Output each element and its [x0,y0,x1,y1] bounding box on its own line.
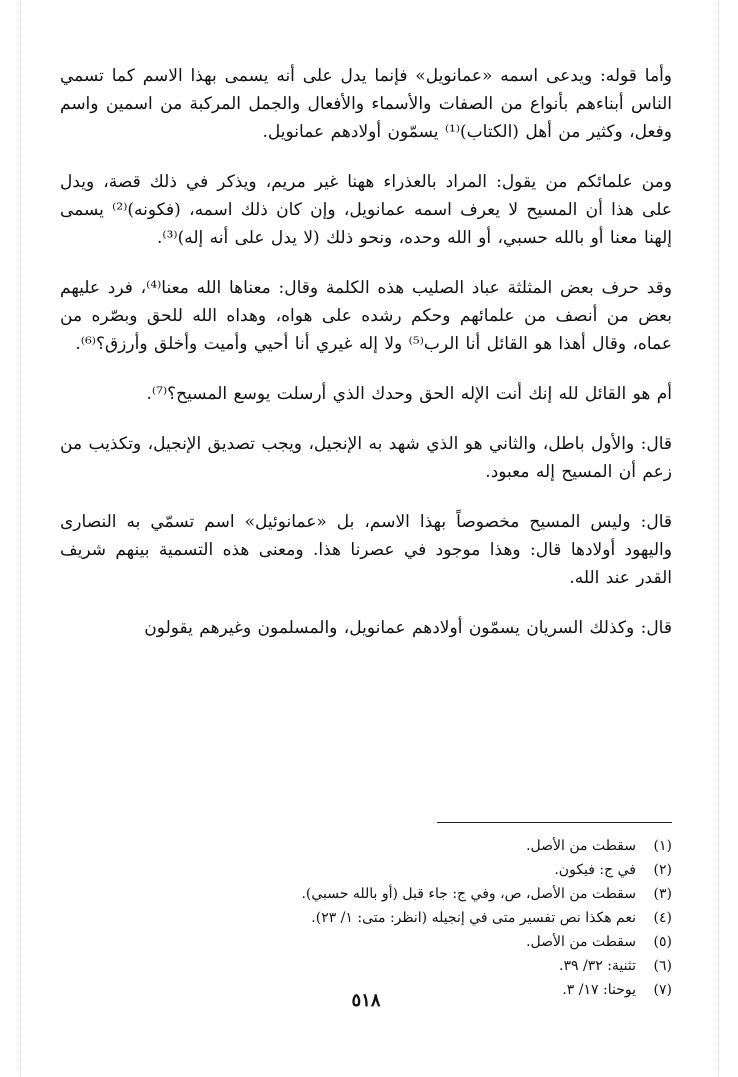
paragraph-6: قال: وليس المسيح مخصوصاً بهذا الاسم، بل «عمانوئيل» اسم تسمّي به النصارى واليهود أولادها قال: وهذا موجود في عصرنا هذا. ومعنى هذه التسمية بينهم شريف القدر عند الله. [60,512,672,588]
footnotes-list [60,834,672,1002]
footnote-item [60,954,672,978]
footnote-text: سقطت من الأصل، ص، وفي ج: جاء قبل (أو بالله حسبي). [301,886,636,902]
footnote-number: (٥) [653,934,672,950]
footnote-item [60,906,672,930]
right-scan-edge [718,0,719,1077]
footnote-number: (٣) [653,886,672,902]
paragraph-7: قال: وكذلك السريان يسمّون أولادهم عمانويل، والمسلمون وغيرهم يقولون [144,618,672,638]
footnote-text: سقطت من الأصل. [526,934,636,950]
paragraph-2: ومن علمائكم من يقول: المراد بالعذراء ههنا غير مريم، ويذكر في ذلك قصة، ويدل على هذا أن المسيح لا يعرف اسمه عمانويل، وإن كان ذلك اسمه، (فكونه)⁽²⁾ يسمى إلهنا معنا أو بالله حسبي، أو الله وحده، ونحو ذلك (لا يدل على أنه إله)⁽³⁾. [60,172,672,248]
page-number: ٥١٨ [351,990,381,1011]
paragraph-1: وأما قوله: ويدعى اسمه «عمانويل» فإنما يدل على أنه يسمى بهذا الاسم كما تسمي الناس أبناءهم بأنواع من الصفات والأسماء والأفعال والجمل المركبة من اسمين واسم وفعل، وكثير من أهل (الكتاب)⁽¹⁾ يسمّون أولادهم عمانويل. [60,66,672,142]
footnote-text: نعم هكذا نص تفسير متى في إنجيله (انظر: متى: ١/ ٢٣). [311,910,636,926]
main-text [60,62,672,762]
paragraph-5: قال: والأول باطل، والثاني هو الذي شهد به الإنجيل، ويجب تصديق الإنجيل، وتكذيب من زعم أن المسيح إله معبود. [60,434,672,482]
footnote-text: يوحنا: ١٧/ ٣. [562,982,636,998]
footnote-item [60,834,672,858]
footnote-number: (٢) [653,862,672,878]
footnote-number: (٦) [653,958,672,974]
left-scan-edge [20,0,21,1077]
paragraph-3: وقد حرف بعض المثلثة عباد الصليب هذه الكلمة وقال: معناها الله معنا⁽⁴⁾، فرد عليهم بعض من أنصف من علمائهم وحكم رشده على هواه، وهداه الله للحق وبصّره من عماه، وقال أهذا هو القائل أنا الرب⁽⁵⁾ ولا إله غيري أنا أحيي وأميت وأخلق وأرزق؟⁽⁶⁾. [60,278,672,354]
footnote-text: في ج: فيكون. [554,862,636,878]
footnote-item [60,858,672,882]
footnote-divider [437,822,672,823]
footnote-item [60,930,672,954]
footnote-text: تثنية: ٣٢/ ٣٩. [559,958,636,974]
footnote-text: سقطت من الأصل. [526,838,636,854]
footnote-item [60,882,672,906]
footnote-number: (١) [653,838,672,854]
document-page [60,62,672,1022]
paragraph-4: أم هو القائل لله إنك أنت الإله الحق وحدك الذي أرسلت يوسع المسيح؟⁽⁷⁾. [146,384,672,404]
footnote-number: (٧) [653,982,672,998]
footnote-number: (٤) [653,910,672,926]
